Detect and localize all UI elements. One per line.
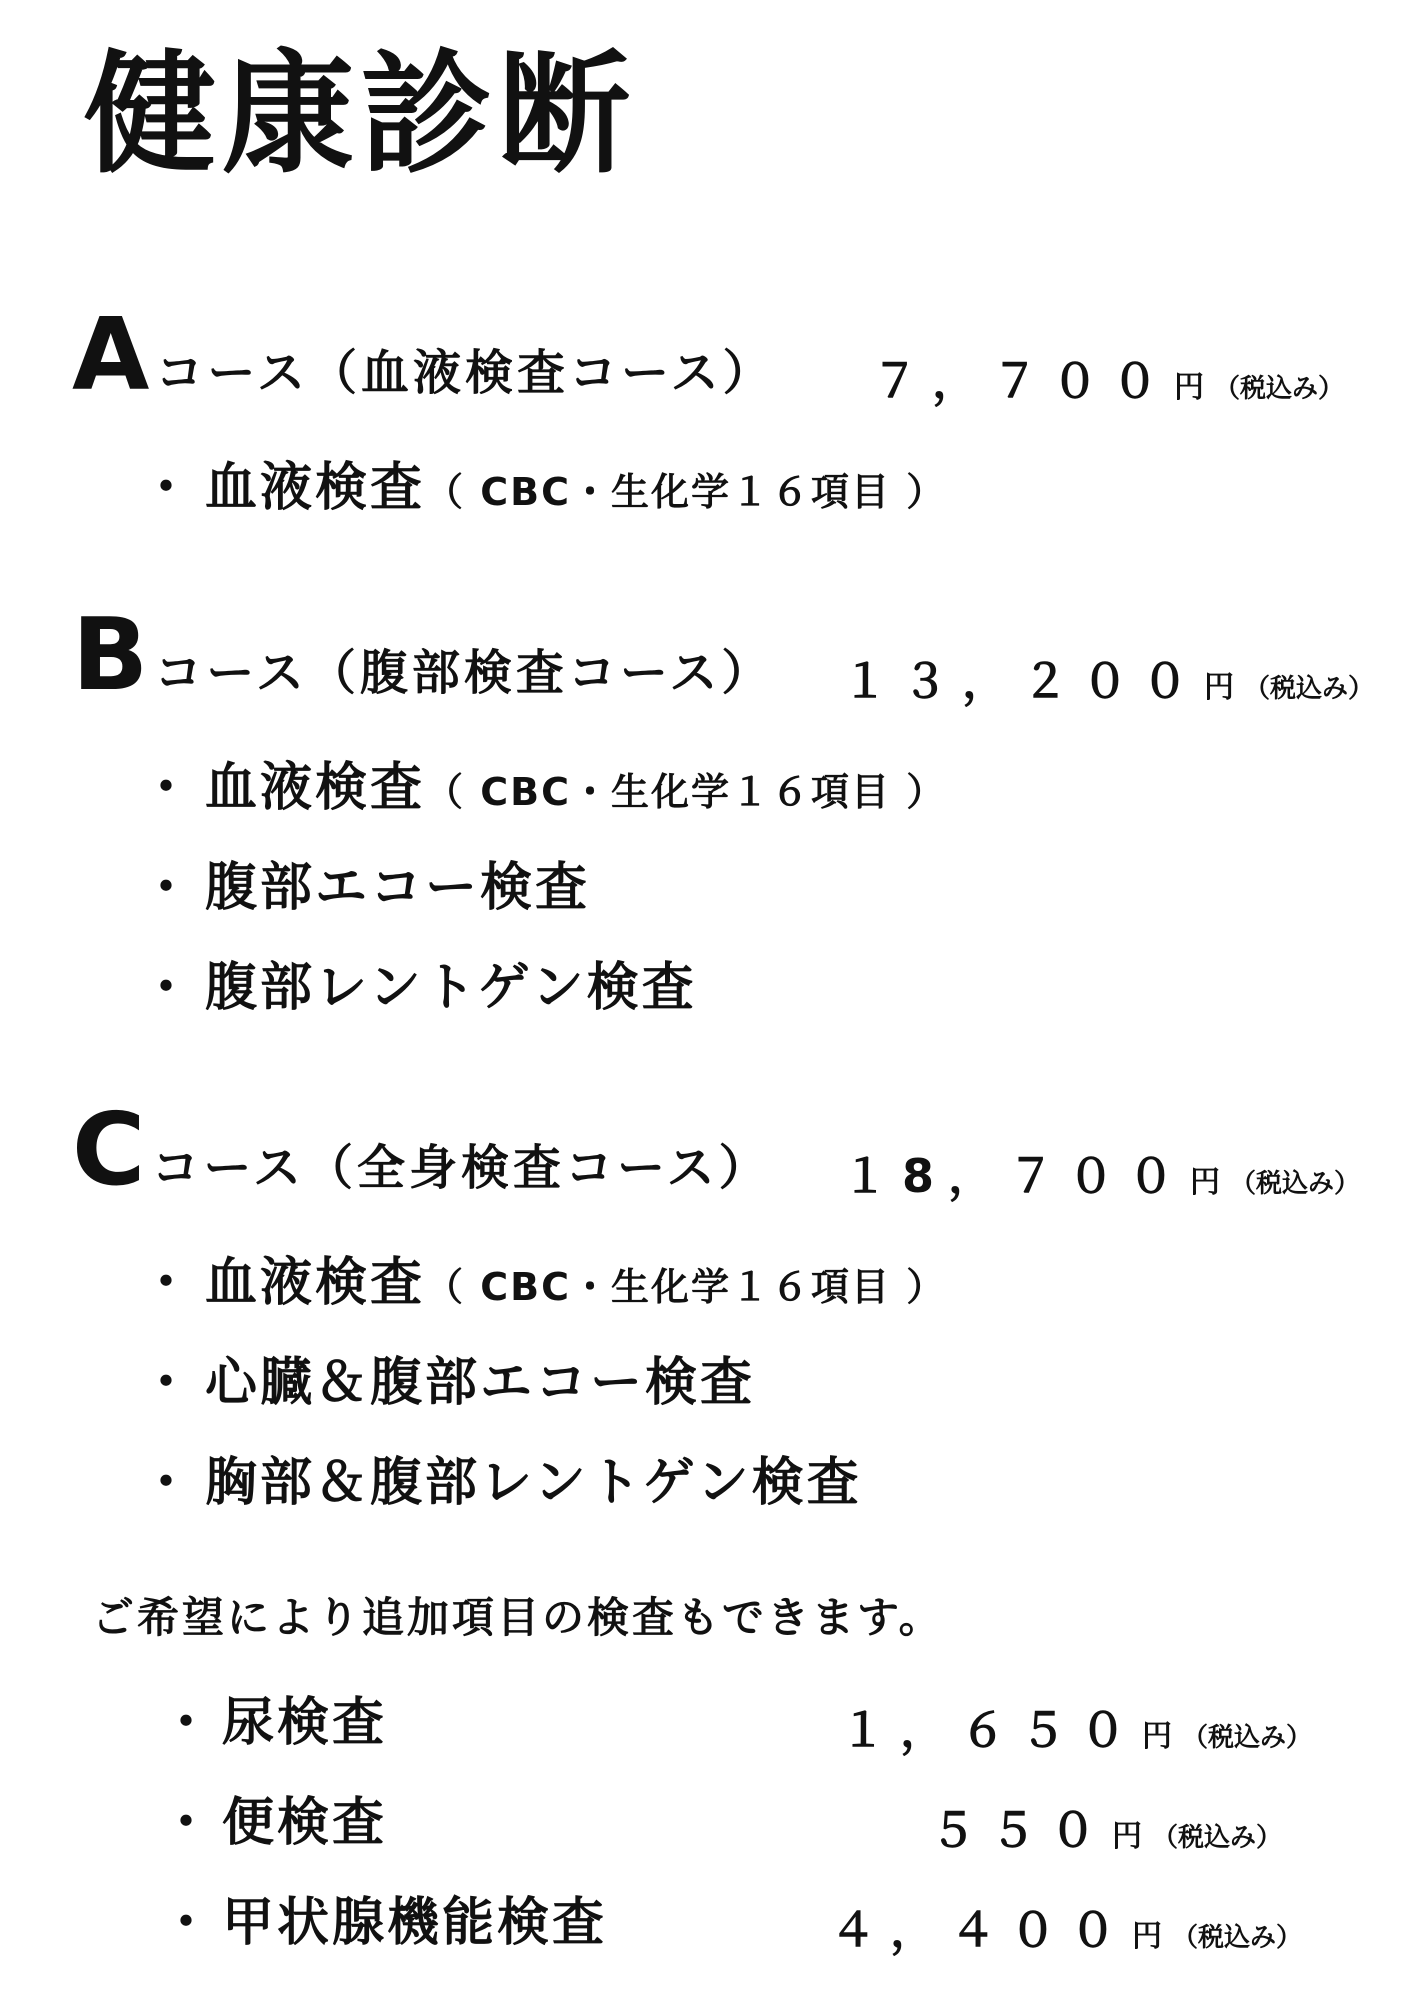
bullet: ・	[140, 958, 196, 1018]
bullet: ・	[160, 1693, 213, 1753]
extra-item	[160, 1680, 1313, 1757]
extra-name: 便検査	[222, 1793, 388, 1853]
course-b-header	[72, 596, 1375, 713]
course-price	[842, 1140, 1360, 1206]
course-a-header	[72, 296, 1352, 413]
extra-item	[160, 1780, 1283, 1857]
course-letter: A	[72, 296, 150, 413]
bullet: ・	[140, 858, 196, 918]
bullet: ・	[140, 758, 196, 818]
yen-label: 円	[1190, 1165, 1221, 1200]
price-value: ５５０	[930, 1803, 1110, 1857]
price-value: １，６５０	[840, 1703, 1140, 1757]
item-name: 血液検査	[205, 1253, 426, 1313]
tax-label: （税込み）	[1172, 1923, 1303, 1953]
yen-label: 円	[1132, 1919, 1162, 1954]
extra-price	[930, 1794, 1282, 1860]
extra-item	[160, 1880, 1303, 1957]
extra-price	[840, 1694, 1312, 1760]
yen-label: 円	[1142, 1719, 1172, 1754]
price-value: １３，２００	[842, 654, 1202, 708]
list-item	[140, 845, 590, 920]
course-letter: B	[72, 596, 149, 713]
yen-label: 円	[1112, 1819, 1142, 1854]
course-name: コース（血液検査コース）	[155, 345, 775, 401]
item-name: 血液検査	[205, 458, 426, 518]
course-name: コース（腹部検査コース）	[154, 645, 774, 701]
tax-label: （税込み）	[1152, 1823, 1283, 1853]
course-c-header	[72, 1091, 1361, 1208]
bullet: ・	[140, 1453, 196, 1513]
bullet: ・	[160, 1893, 213, 1953]
item-detail: （ CBC・生化学１６項目 ）	[425, 1265, 947, 1309]
list-item	[140, 945, 697, 1020]
tax-label: （税込み）	[1244, 674, 1375, 704]
bullet: ・	[140, 458, 196, 518]
extra-price	[830, 1894, 1302, 1960]
item-name: 腹部レントゲン検査	[205, 958, 697, 1018]
price-value: ７，７００	[872, 354, 1172, 408]
extra-name: 尿検査	[222, 1693, 388, 1753]
item-detail: （ CBC・生化学１６項目 ）	[425, 770, 947, 814]
course-name: コース（全身検査コース）	[151, 1140, 771, 1196]
item-name: 心臓＆腹部エコー検査	[205, 1353, 756, 1413]
list-item	[140, 1440, 862, 1515]
list-item	[140, 1340, 755, 1415]
bullet: ・	[140, 1353, 196, 1413]
price-value: ４，４００	[830, 1903, 1130, 1957]
course-price	[842, 645, 1374, 711]
item-name: 胸部＆腹部レントゲン検査	[205, 1453, 862, 1513]
list-item	[140, 1240, 946, 1315]
additional-note: ご希望により追加項目の検査もできます。	[92, 1593, 944, 1642]
yen-label: 円	[1204, 670, 1234, 705]
bullet: ・	[160, 1793, 213, 1853]
item-name: 血液検査	[205, 758, 426, 818]
bullet: ・	[140, 1253, 196, 1313]
list-item	[140, 745, 946, 820]
price-value: １8，７００	[842, 1149, 1189, 1203]
yen-label: 円	[1174, 370, 1204, 405]
course-price	[872, 345, 1344, 411]
tax-label: （税込み）	[1214, 374, 1345, 404]
list-item	[140, 445, 946, 520]
item-name: 腹部エコー検査	[205, 858, 591, 918]
extra-name: 甲状腺機能検査	[222, 1893, 608, 1953]
tax-label: （税込み）	[1230, 1169, 1361, 1199]
tax-label: （税込み）	[1182, 1723, 1313, 1753]
item-detail: （ CBC・生化学１６項目 ）	[425, 470, 947, 514]
page-title: 健康診断	[84, 38, 636, 192]
course-letter: C	[72, 1091, 146, 1208]
